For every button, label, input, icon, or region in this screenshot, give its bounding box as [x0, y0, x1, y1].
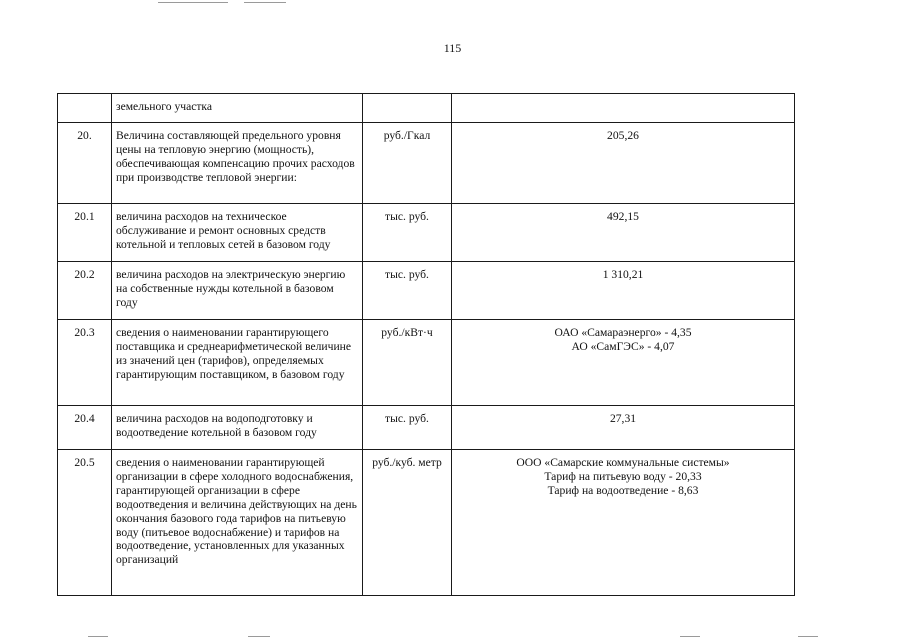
row-number-cell: 20.4 — [58, 406, 112, 450]
row-value-cell — [452, 204, 795, 262]
row-description-cell — [112, 94, 363, 123]
row-number-cell — [58, 94, 112, 123]
row-unit-cell: тыс. руб. — [363, 204, 452, 262]
row-unit-cell: руб./Гкал — [363, 123, 452, 204]
scan-artifact-line — [248, 636, 270, 637]
row-number-cell: 20.3 — [58, 320, 112, 406]
row-description-cell — [112, 123, 363, 204]
scan-artifact-line — [680, 636, 700, 637]
row-value-line: 492,15 — [607, 210, 639, 223]
table-row — [58, 262, 795, 320]
row-description-text: сведения о наименовании гарантирующего поставщика и среднеарифметической величине из значений цен (тарифов), определяемых гарантирующим поставщиком, в базовом году — [116, 326, 352, 381]
row-value-line: АО «СамГЭС» - 4,07 — [571, 339, 675, 353]
scan-artifact-line — [798, 636, 818, 637]
row-unit-cell: тыс. руб. — [363, 262, 452, 320]
row-unit-cell: руб./куб. метр — [363, 450, 452, 596]
row-description-text: величина расходов на электрическую энергию на собственные нужды котельной в базовом году — [116, 268, 346, 309]
row-number-cell: 20.5 — [58, 450, 112, 596]
row-description-cell — [112, 262, 363, 320]
tariff-table — [57, 93, 795, 596]
row-description-cell — [112, 406, 363, 450]
row-number-cell: 20.2 — [58, 262, 112, 320]
table-row — [58, 123, 795, 204]
row-value-line: Тариф на водоотведение - 8,63 — [547, 483, 699, 497]
row-unit-cell: руб./кВт·ч — [363, 320, 452, 406]
table-row — [58, 406, 795, 450]
row-value-cell — [452, 123, 795, 204]
row-unit-cell — [363, 94, 452, 123]
table-body — [58, 94, 795, 596]
row-value-line: ОАО «Самараэнерго» - 4,35 — [554, 326, 692, 339]
row-description-text: земельного участка — [116, 100, 213, 113]
scan-artifact-line — [88, 636, 108, 637]
row-value-cell — [452, 94, 795, 123]
row-value-cell — [452, 406, 795, 450]
row-unit-cell: тыс. руб. — [363, 406, 452, 450]
row-value-line: ООО «Самарские коммунальные системы» — [516, 456, 730, 469]
table-row — [58, 450, 795, 596]
scan-artifact-line — [244, 2, 286, 3]
row-number-cell: 20.1 — [58, 204, 112, 262]
row-value-cell — [452, 320, 795, 406]
page-number: 115 — [443, 41, 462, 55]
row-value-line: 1 310,21 — [602, 268, 644, 281]
row-value-cell — [452, 450, 795, 596]
row-description-text: величина расходов на водоподготовку и водоотведение котельной в базовом году — [116, 412, 317, 439]
row-value-line: 27,31 — [609, 412, 637, 425]
row-description-text: Величина составляющей предельного уровня цены на тепловую энергию (мощность), обеспечивающая компенсацию прочих расходов при производстве тепловой энергии: — [116, 129, 355, 184]
row-description-cell — [112, 204, 363, 262]
row-description-cell — [112, 450, 363, 596]
table-row — [58, 320, 795, 406]
row-value-cell — [452, 262, 795, 320]
row-number-cell: 20. — [58, 123, 112, 204]
table-row — [58, 204, 795, 262]
table-row — [58, 94, 795, 123]
row-description-text: сведения о наименовании гарантирующей организации в сфере холодного водоснабжения, гарантирующей организации в сфере водоотведения и величина действующих на день окончания базового года тарифов на питьевую воду (питьевое водоснабжение) и тарифов на водоотведение, установленных для указанных организаций — [116, 456, 357, 567]
row-description-text: величина расходов на техническое обслуживание и ремонт основных средств котельной и тепловых сетей в базовом году — [116, 210, 331, 251]
row-value-line: 205,26 — [607, 129, 639, 142]
scan-artifact-line — [158, 2, 228, 3]
row-description-cell — [112, 320, 363, 406]
row-value-line: Тариф на питьевую воду - 20,33 — [544, 469, 702, 483]
